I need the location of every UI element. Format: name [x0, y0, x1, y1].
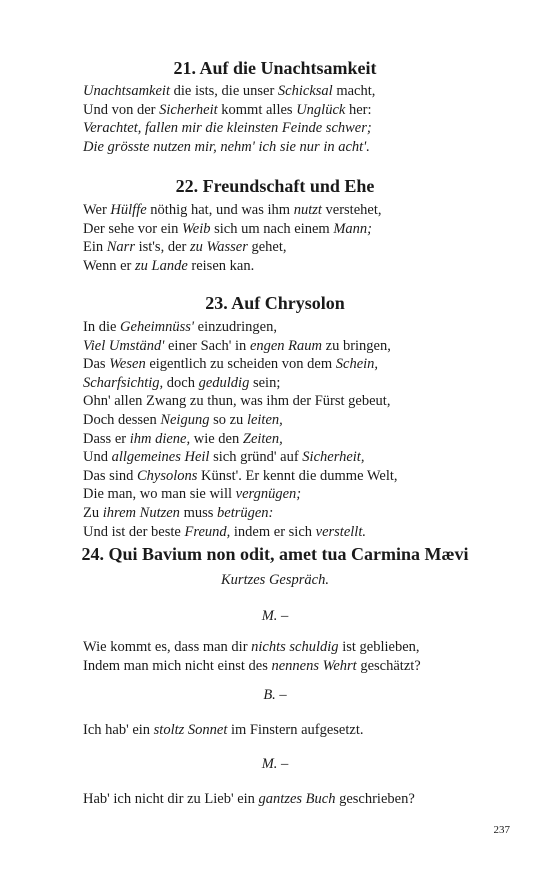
- verse-line: Wie kommt es, dass man dir nichts schuldig ist geblieben,: [83, 639, 420, 655]
- poem-title-22: 22. Freundschaft und Ehe: [175, 176, 375, 196]
- speaker-m2-label: M. –: [261, 756, 289, 772]
- verse-line: Viel Umständ' einer Sach' in engen Raum zu bringen,: [83, 337, 391, 354]
- poem-title-24: 24. Qui Bavium non odit, amet tua Carmina Mævi: [81, 544, 469, 564]
- verse-line: Zu ihrem Nutzen muss betrügen:: [83, 504, 274, 521]
- poem-24-subtitle: Kurtzes Gespräch.: [221, 572, 329, 588]
- speaker-b-label: B. –: [263, 687, 287, 703]
- verse-line: Und ist der beste Freund, indem er sich verstellt.: [83, 523, 366, 540]
- verse-line: Dass er ihm diene, wie den Zeiten,: [83, 430, 283, 447]
- verse-line: Doch dessen Neigung so zu leiten,: [83, 411, 283, 428]
- dialogue-m-text: [83, 638, 421, 675]
- verse-line: Das sind Chysolons Künst'. Er kennt die dumme Welt,: [83, 467, 398, 484]
- verse-line: Verachtet, fallen mir die kleinsten Feinde schwer;: [83, 120, 372, 137]
- dialogue-m2-text: [83, 790, 415, 809]
- verse-line: Der sehe vor ein Weib sich um nach einem Mann;: [83, 220, 372, 237]
- verse-line: Ich hab' ein stoltz Sonnet im Finstern aufgesetzt.: [83, 722, 364, 738]
- verse-line: Das Wesen eigentlich zu scheiden von dem Schein,: [83, 356, 379, 373]
- page-number: 237: [493, 824, 510, 836]
- verse-line: Ein Narr ist's, der zu Wasser gehet,: [83, 239, 287, 256]
- speaker-m-label: M. –: [261, 608, 289, 624]
- verse-line: Hab' ich nicht dir zu Lieb' ein gantzes Buch geschrieben?: [83, 791, 415, 807]
- poem-22-text: [83, 201, 381, 275]
- poem-title-21: 21. Auf die Unachtsamkeit: [173, 58, 377, 78]
- verse-line: Ohn' allen Zwang zu thun, was ihm der Fürst gebeut,: [83, 393, 391, 410]
- dialogue-b-text: [83, 721, 363, 740]
- verse-line: Unachtsamkeit die ists, die unser Schicksal macht,: [83, 83, 376, 99]
- verse-line: Die grösste nutzen mir, nehm' ich sie nur in acht'.: [83, 138, 370, 155]
- verse-line: Wenn er zu Lande reisen kan.: [83, 257, 255, 274]
- verse-line: Und von der Sicherheit kommt alles Unglück her:: [83, 101, 372, 118]
- verse-line: Indem man mich nicht einst des nennens Wehrt geschätzt?: [83, 657, 421, 674]
- verse-line: Wer Hülffe nöthig hat, und was ihm nutzt verstehet,: [83, 202, 382, 218]
- poem-23-text: [83, 318, 398, 541]
- poem-title-23: 23. Auf Chrysolon: [205, 293, 345, 313]
- verse-line: Scharfsichtig, doch geduldig sein;: [83, 374, 281, 391]
- verse-line: In die Geheimnüss' einzudringen,: [83, 319, 277, 335]
- verse-line: Und allgemeines Heil sich gründ' auf Sicherheit,: [83, 449, 365, 466]
- poem-21-text: [83, 82, 375, 156]
- verse-line: Die man, wo man sie will vergnügen;: [83, 486, 302, 503]
